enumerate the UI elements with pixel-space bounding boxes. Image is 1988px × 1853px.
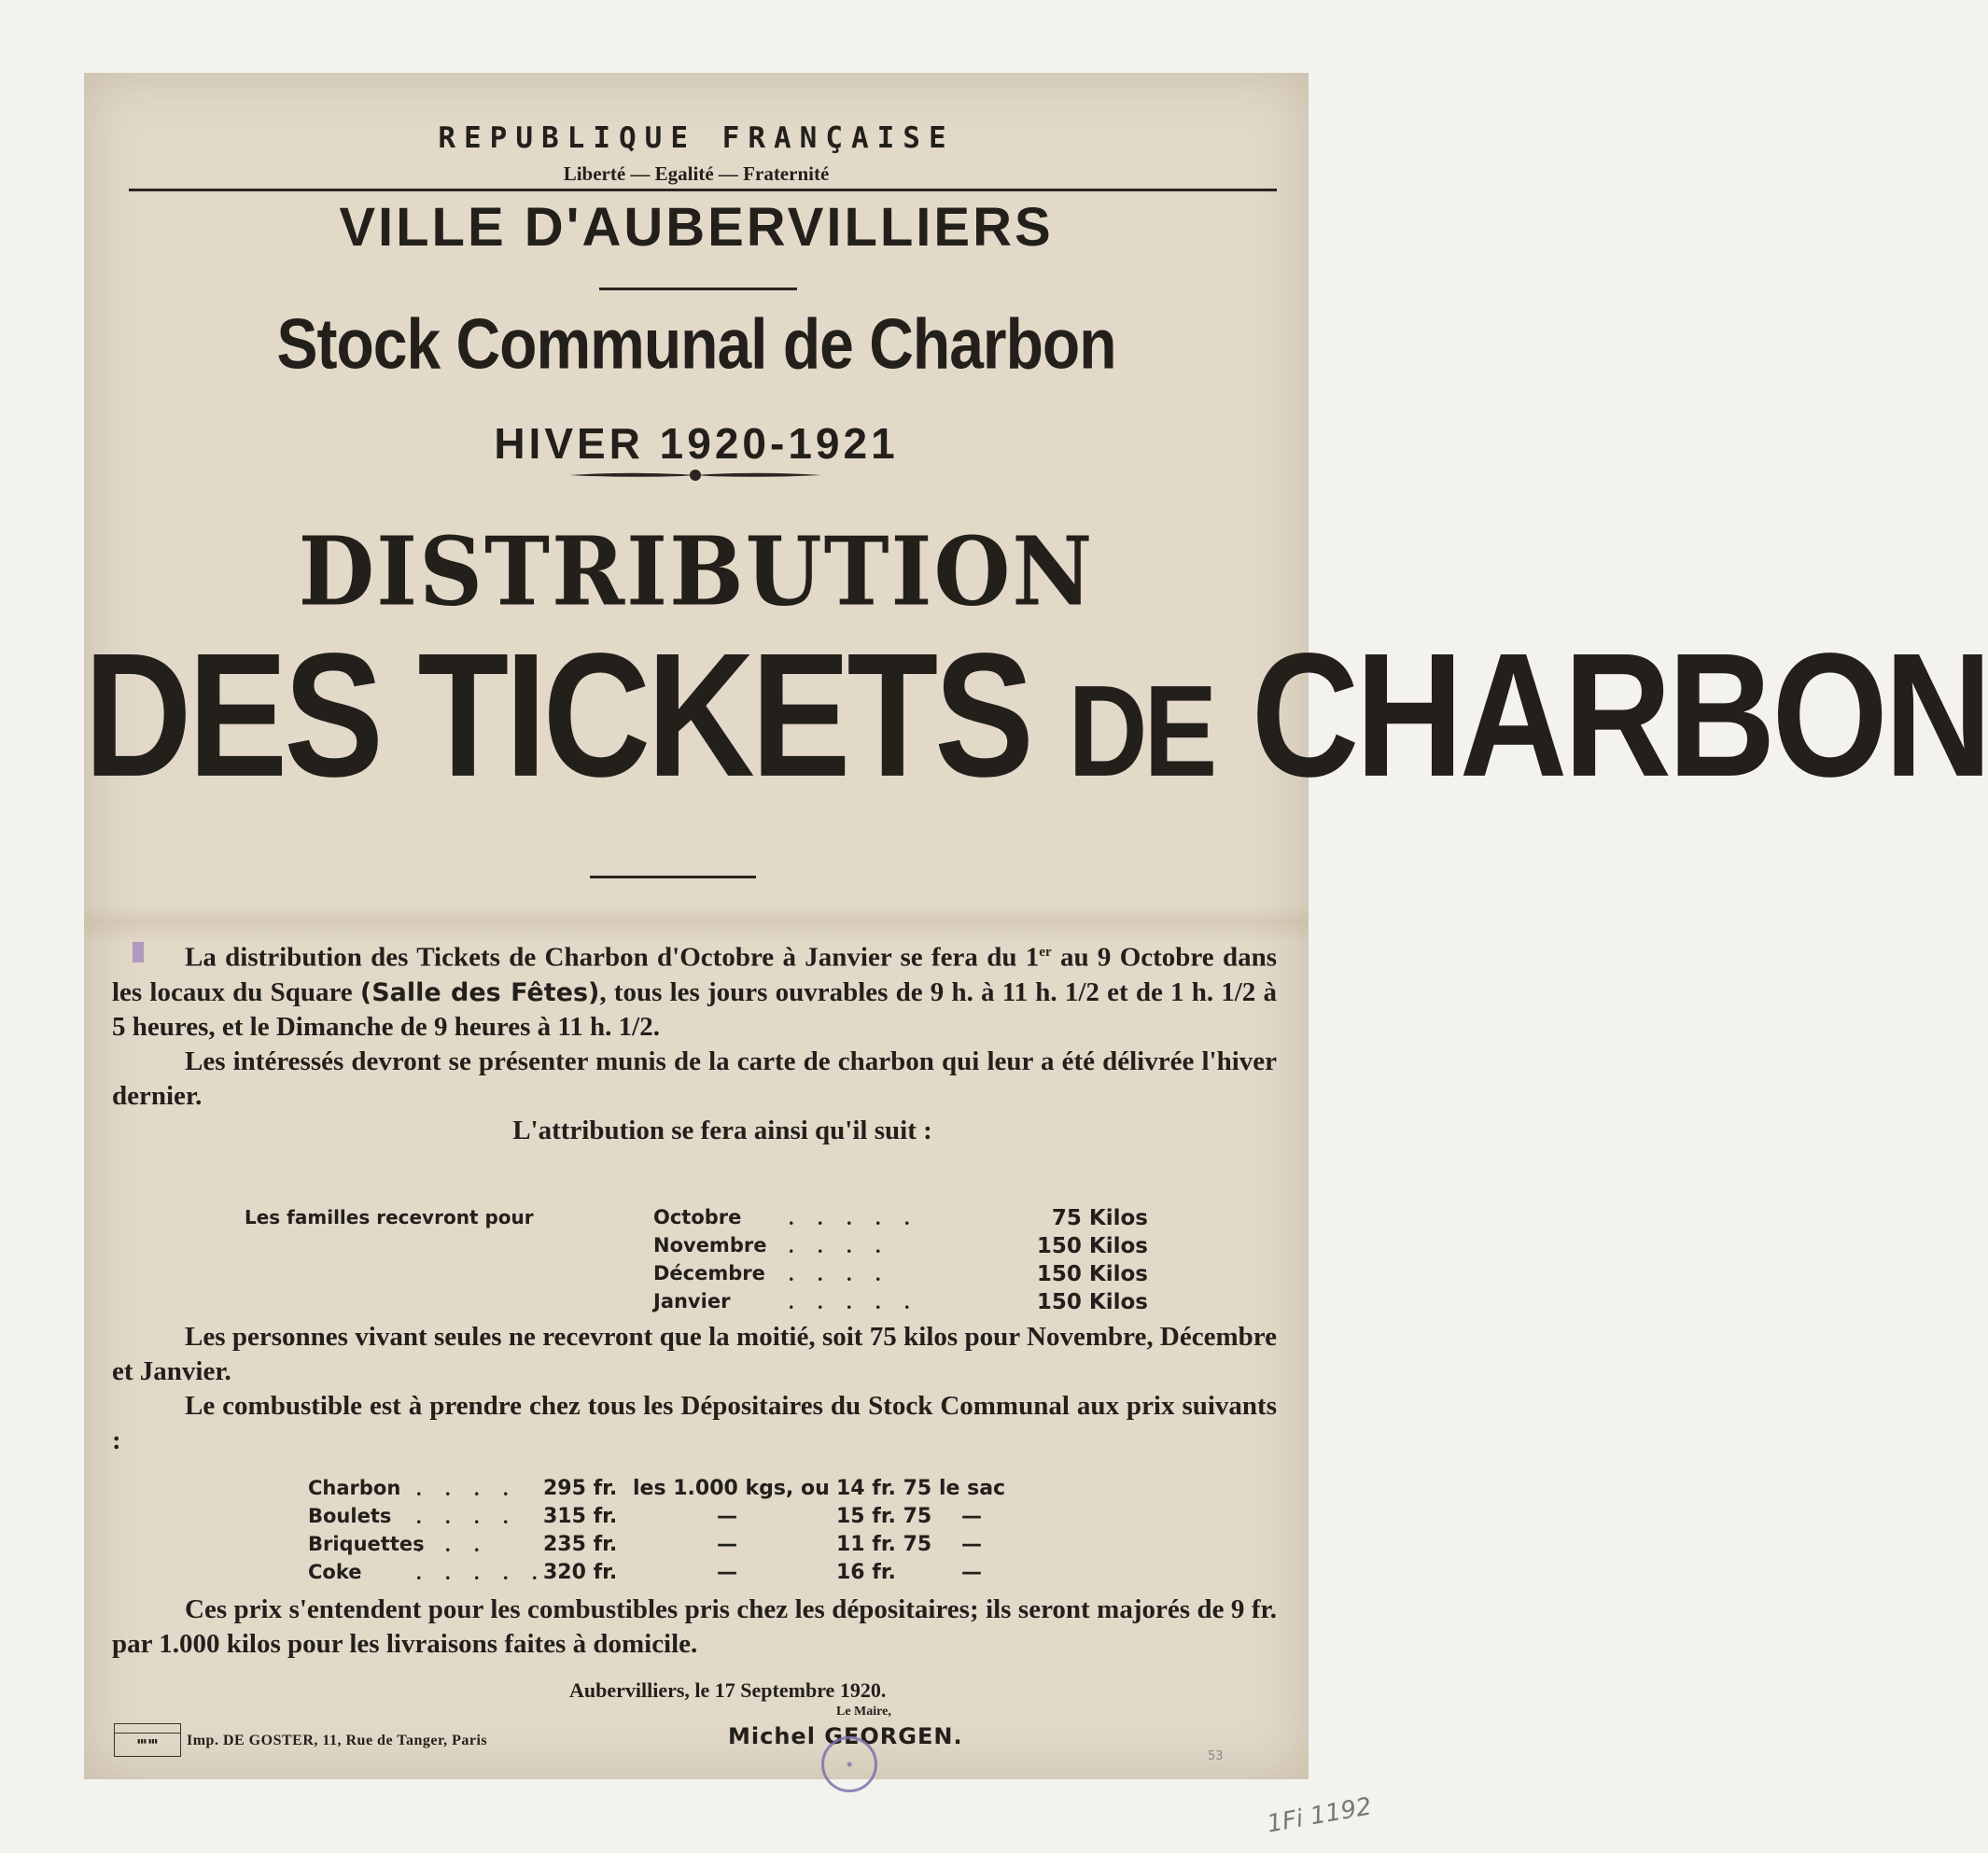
fuel-sac-price: 16 fr. <box>836 1561 896 1584</box>
paragraph-attribution: L'attribution se fera ainsi qu'il suit : <box>512 1115 932 1145</box>
motto: Liberté — Egalité — Fraternité <box>563 162 830 185</box>
allocation-dots: . . . . <box>789 1234 890 1257</box>
paragraph-interesses: Les intéressés devront se présenter munis de la carte de charbon qui leur a été délivrée l'hiver dernier. <box>112 1046 1277 1111</box>
price-row <box>308 1561 1111 1589</box>
p1-text-c: , tous les jours ouvrables de 9 h. à 11 h. 1/2 et de 1 h. 1/2 à 5 heures, et le Dimanche de 9 heures à 11 h. 1/2. <box>112 976 1277 1042</box>
fuel-dots: . . . . . <box>416 1561 547 1584</box>
allocation-qty: 75 Kilos <box>1051 1206 1148 1230</box>
fuel-name: Briquettes <box>308 1533 425 1555</box>
hiver-title: HIVER 1920-1921 <box>494 419 899 468</box>
fuel-sac-unit: — <box>961 1505 982 1528</box>
poster-sheet <box>84 73 1988 1779</box>
allocation-qty: 150 Kilos <box>1036 1234 1148 1258</box>
maire-name: Michel GEORGEN. <box>728 1723 963 1749</box>
allocation-lead: Les familles recevront pour <box>245 1206 534 1228</box>
paragraph-personnes-seules: Les personnes vivant seules ne recevront que la moitié, soit 75 kilos pour Novembre, Décembre et Janvier. <box>112 1322 1277 1386</box>
printer-credit: Imp. DE GOSTER, 11, Rue de Tanger, Paris <box>187 1733 488 1748</box>
fuel-price: 295 fr. <box>543 1477 618 1500</box>
allocation-dots: . . . . . <box>789 1290 919 1313</box>
archive-cote: 1Fi 1192 <box>1265 1792 1374 1839</box>
page-number: 53 <box>1208 1749 1224 1763</box>
allocation-qty: 150 Kilos <box>1036 1290 1148 1314</box>
p1-sup: er <box>1039 945 1052 960</box>
allocation-row <box>653 1290 1148 1318</box>
mairie-stamp: ◉ <box>821 1736 877 1792</box>
allocation-row <box>653 1262 1148 1290</box>
fuel-sac-price: 14 fr. 75 <box>836 1477 932 1500</box>
p1-text-b: au 9 Octobre dans les locaux du Square <box>112 942 1277 1007</box>
fuel-price: 315 fr. <box>543 1505 618 1528</box>
body-block-2 <box>112 1320 1277 1458</box>
allocation-row <box>653 1234 1148 1262</box>
fuel-name: Boulets <box>308 1505 392 1527</box>
fuel-name: Charbon <box>308 1477 401 1499</box>
fuel-unit: — <box>717 1533 737 1556</box>
tickets-pre: DES TICKETS <box>84 615 1069 814</box>
fuel-sac-unit: le sac <box>939 1477 1006 1500</box>
price-row <box>308 1505 1111 1533</box>
allocation-dots: . . . . <box>789 1262 890 1285</box>
maire-label: Le Maire, <box>836 1705 891 1719</box>
paragraph-majoration: Ces prix s'entendent pour les combustibles pris chez les dépositaires; ils seront majorés de 9 fr. par 1.000 kilos pour les livraisons faites à domicile. <box>112 1594 1277 1659</box>
body-block-1 <box>112 935 1277 1148</box>
fuel-unit: les 1.000 kgs, ou <box>633 1477 830 1500</box>
fuel-dots: . . . . <box>416 1477 518 1500</box>
republique-heading: REPUBLIQUE FRANÇAISE <box>438 121 955 155</box>
fuel-sac-price: 15 fr. 75 <box>836 1505 932 1528</box>
p1-text-a: La distribution des Tickets de Charbon d'Octobre à Janvier se fera du 1 <box>185 942 1040 973</box>
top-rule <box>129 189 1277 191</box>
fuel-dots: . . . . <box>416 1505 518 1528</box>
ink-mark <box>133 942 144 962</box>
allocation-month: Octobre <box>653 1206 742 1228</box>
stock-title: Stock Communal de Charbon <box>276 303 1116 384</box>
fuel-price: 320 fr. <box>543 1561 618 1584</box>
signature-date: Aubervilliers, le 17 Septembre 1920. <box>569 1678 887 1702</box>
price-row <box>308 1533 1111 1561</box>
fuel-unit: — <box>717 1505 737 1528</box>
allocation-qty: 150 Kilos <box>1036 1262 1148 1286</box>
fuel-unit: — <box>717 1561 737 1584</box>
fuel-sac-unit: — <box>961 1561 982 1584</box>
printer-logo: ▮▮▮ ▮▮▮ <box>114 1723 181 1757</box>
allocation-dots: . . . . . <box>789 1206 919 1229</box>
price-row <box>308 1477 1111 1505</box>
distribution-title: DISTRIBUTION <box>298 516 1095 627</box>
allocation-month: Décembre <box>653 1262 765 1284</box>
tickets-de: DE <box>1068 658 1214 805</box>
fuel-sac-unit: — <box>961 1533 982 1556</box>
fuel-name: Coke <box>308 1561 362 1583</box>
fuel-price: 235 fr. <box>543 1533 618 1556</box>
allocation-row <box>653 1206 1148 1234</box>
fuel-sac-price: 11 fr. 75 <box>836 1533 932 1556</box>
paragraph-combustible: Le combustible est à prendre chez tous les Dépositaires du Stock Communal aux prix suivants : <box>112 1391 1277 1455</box>
body-block-3 <box>112 1593 1277 1662</box>
ville-title: VILLE D'AUBERVILLIERS <box>339 197 1054 258</box>
fuel-dots: . . . <box>416 1533 489 1556</box>
ornament-divider <box>569 467 821 484</box>
tickets-underline <box>590 876 756 878</box>
p1-salle: (Salle des Fêtes) <box>359 977 600 1007</box>
tickets-title <box>84 613 1988 816</box>
allocation-month: Janvier <box>653 1290 731 1313</box>
ville-underline <box>599 288 797 290</box>
paragraph-distribution <box>112 935 1277 1045</box>
allocation-month: Novembre <box>653 1234 767 1256</box>
tickets-post: CHARBON <box>1213 615 1988 814</box>
